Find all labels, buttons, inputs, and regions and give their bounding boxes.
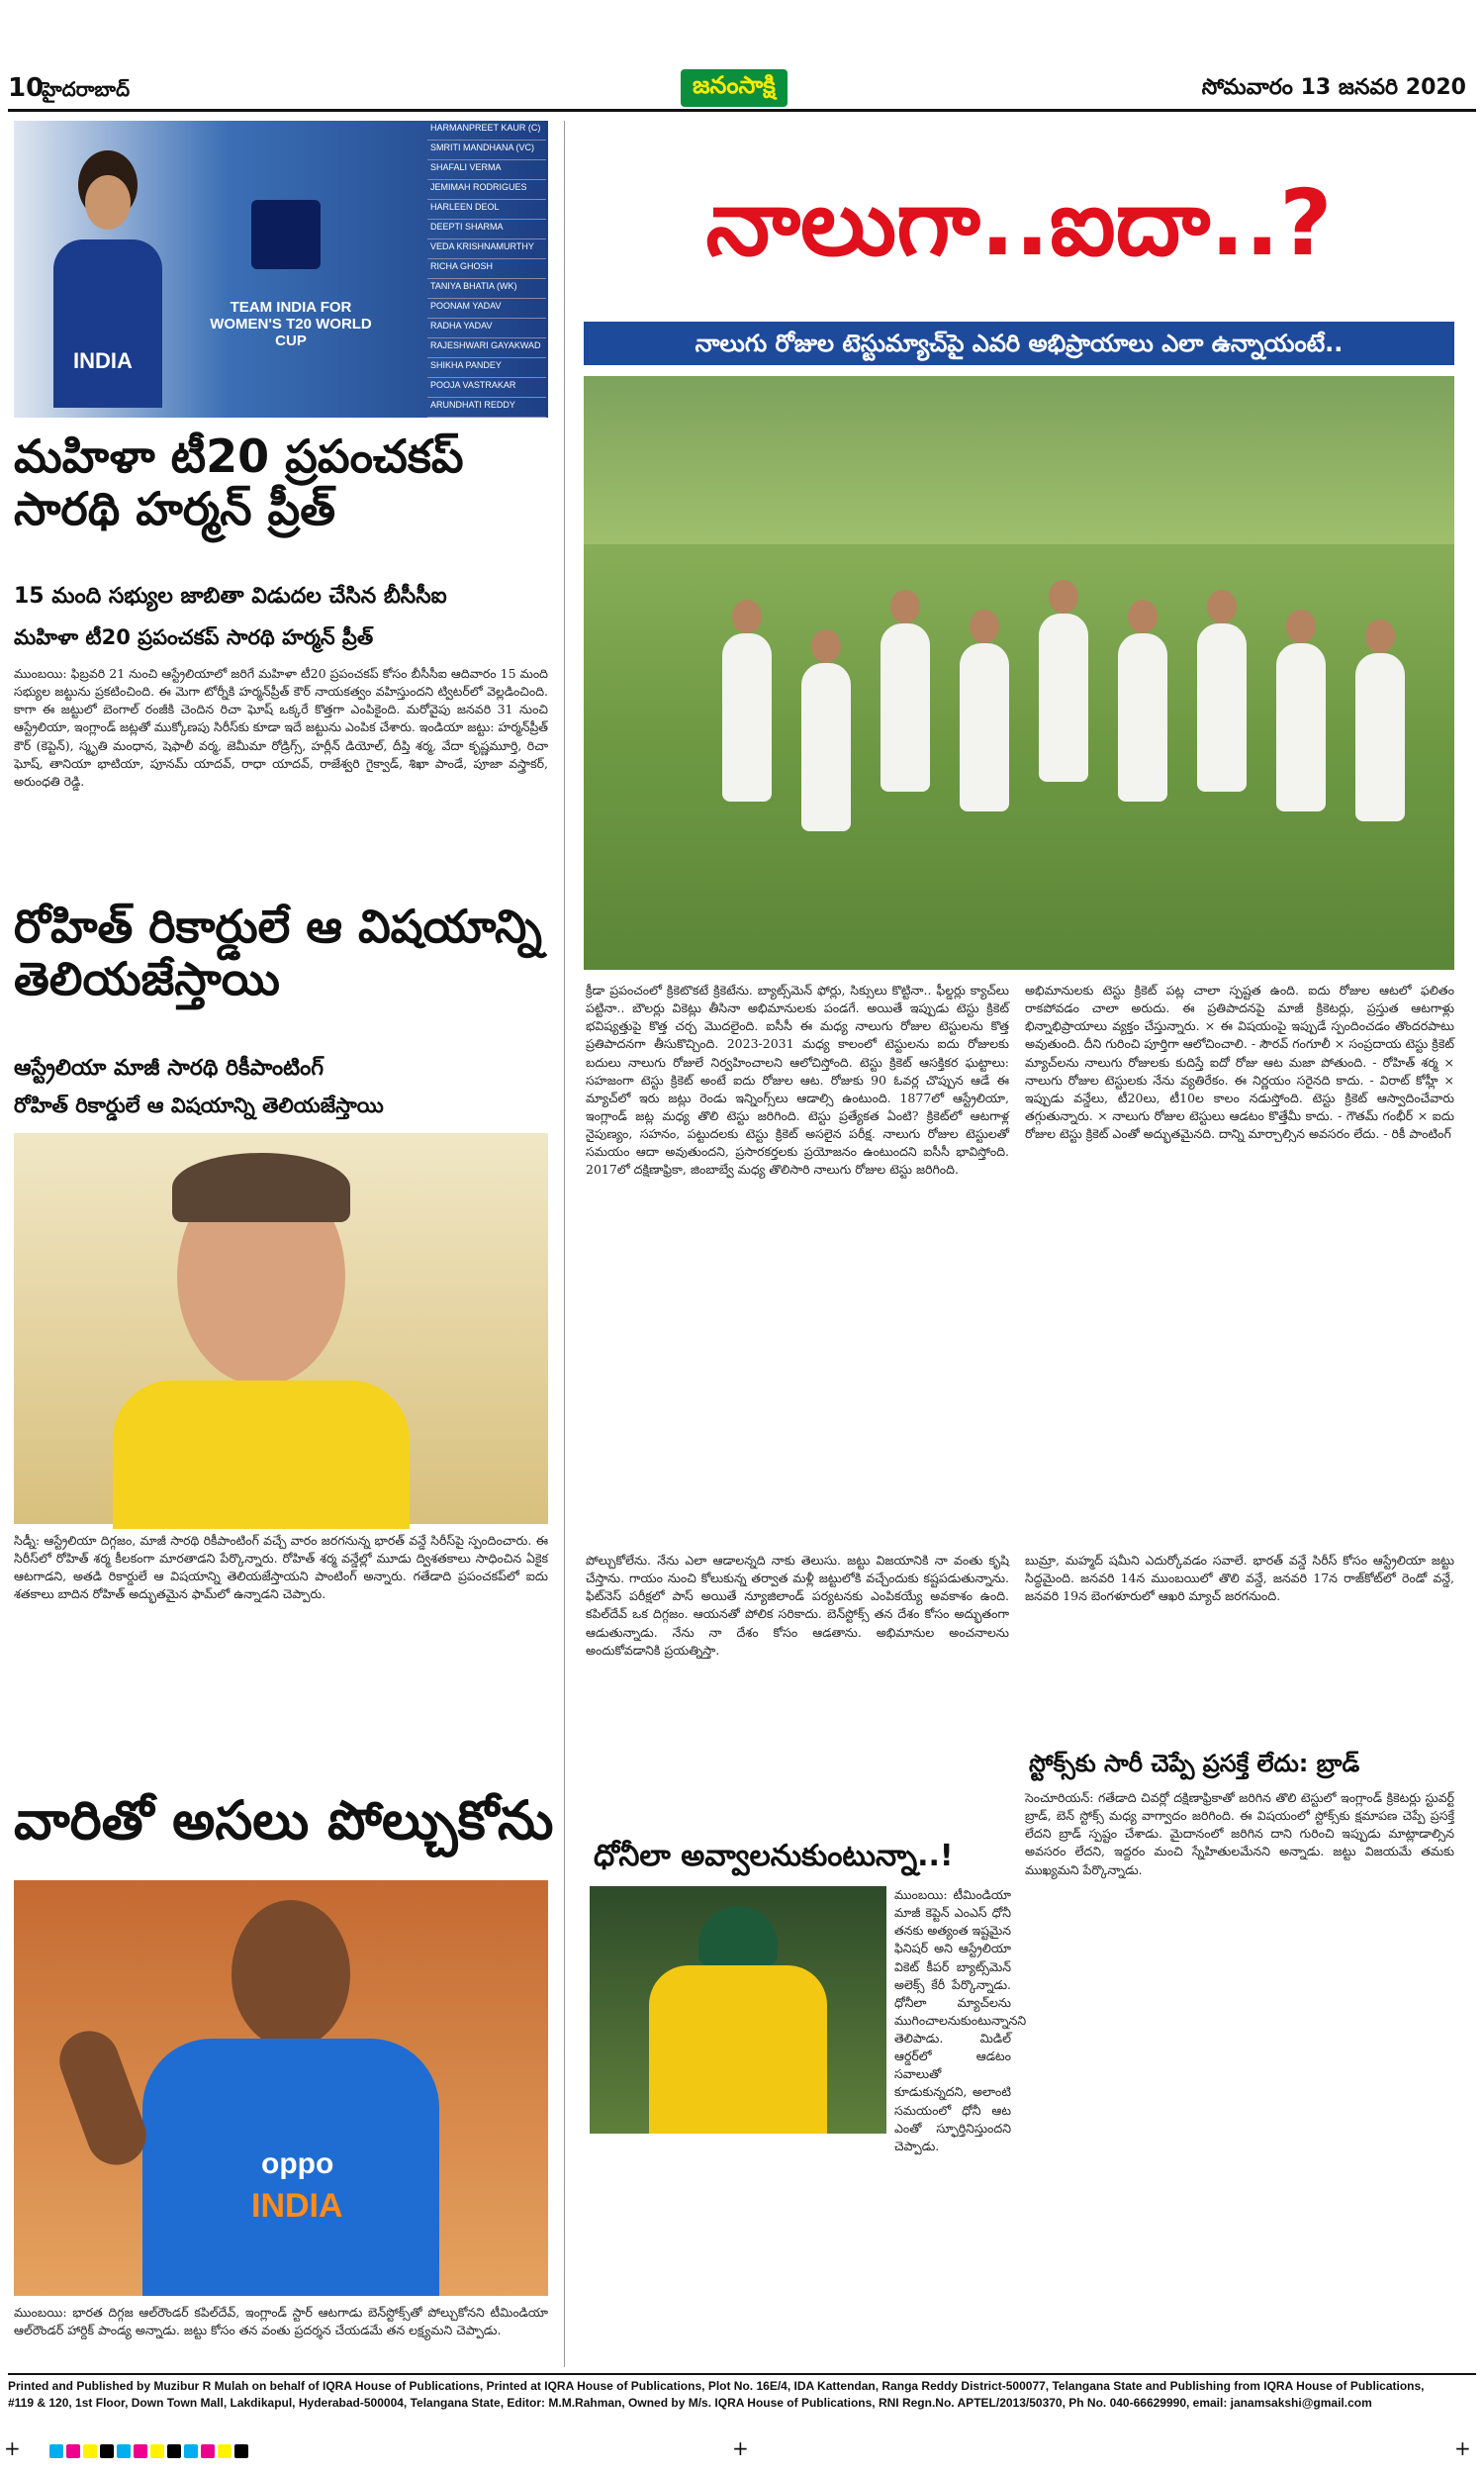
story5-headline: స్టోక్స్‌కు సారీ చెప్పే ప్రసక్తే లేదు: బ్రాడ్	[1029, 1750, 1360, 1777]
newspaper-logo: జనంసాక్షి	[681, 69, 788, 107]
masthead	[8, 69, 1476, 107]
india-team-celebration-photo	[584, 376, 1454, 970]
imprint	[8, 2378, 1476, 2412]
story2-body: సిడ్నీ: ఆస్ట్రేలియా దిగ్గజం, మాజీ సారథి రికీపాంటింగ్ వచ్చే వారం జరగనున్న భారత్ వన్డే సిరీస్‌పై స్పందించారు. ఈ సిరీస్‌లో రోహిత్ శర్మ కీలకంగా మారతాడని పేర్కొన్నారు. రోహిత్ శర్మ వన్డేల్లో మూడు ద్విశతకాలు సాధించిన ఏకైక ఆటగాడని, అతడి రికార్డులే ఆ విషయాన్ని తెలియజేస్తాయని పాంటింగ్ అన్నారు. గతేడాది ప్రపంచకప్‌లో ఐదు శతకాలు బాదిన రోహిత్ అద్భుతమైన ఫామ్‌లో ఉన్నాడని చెప్పారు.	[14, 1533, 548, 1602]
story1-kicker: మహిళా టీ20 ప్రపంచకప్ సారథి హర్మన్ ప్రీత్	[14, 625, 374, 649]
imprint-line-1: Printed and Published by Muzibur R Mulah on behalf of IQRA House of Publications, Printed at IQRA House of Publications, Plot No. 16E/4, IDA Kattendan, Ranga Reddy District-500077, Telangana State and Publishing from IQRA House of Publications,	[8, 2379, 1425, 2393]
graphic-caption: TEAM INDIA FOR WOMEN'S T20 WORLD CUP	[210, 299, 372, 349]
squad-member: DEEPTI SHARMA	[427, 220, 546, 239]
t20-world-cup-logo	[251, 200, 321, 269]
squad-list	[427, 121, 546, 418]
registration-mark-icon: +	[4, 2436, 21, 2460]
jersey-text: INDIA	[251, 2187, 343, 2225]
alex-carey-photo	[590, 1886, 886, 2134]
story5-body: సెంచూరియన్: గతేడాది చివర్లో దక్షిణాఫ్రికాతో జరిగిన తొలి టెస్టులో ఇంగ్లాండ్ క్రికెటర్లు స్టువర్ట్ బ్రాడ్, బెన్ స్టోక్స్ మధ్య వాగ్వాదం జరిగింది. ఈ విషయంలో స్టోక్స్‌కు క్షమాపణ చెప్పే ప్రసక్తే లేదని బ్రాడ్ స్పష్టం చేశాడు. మైదానంలో జరిగిన దాని గురించి ఇప్పుడు మాట్లాడాల్సిన అవసరం లేదని, ఇద్దరం మంచి స్నేహితులమేనని అన్నాడు. జట్టు విజయమే తమకు ముఖ్యమని పేర్కొన్నాడు.	[1025, 1790, 1454, 1877]
squad-member: JEMIMAH RODRIGUES	[427, 180, 546, 200]
ricky-ponting-photo	[14, 1133, 548, 1524]
squad-member: RAJESHWARI GAYAKWAD	[427, 338, 546, 358]
story1-body: ముంబయి: ఫిబ్రవరి 21 నుంచి ఆస్ట్రేలియాలో జరిగే మహిళా టీ20 ప్రపంచకప్ కోసం బీసీసీఐ ఆదివారం 15 మంది సభ్యుల జట్టును ప్రకటించింది. ఈ మెగా టోర్నీకి హర్మన్‌ప్రీత్ కౌర్ నాయకత్వం వహిస్తుందని ట్విటర్‌లో వెల్లడించింది. కాగా ఈ జట్టులో బెంగాల్ రంజీకి చెందిన రిచా ఘోష్ ఒక్కరే కొత్తగా ఎంపికైంది. మరోవైపు జనవరి 31 నుంచి ఆస్ట్రేలియా, ఇంగ్లాండ్ జట్లతో ముక్కోణపు సిరీస్‌కు కూడా ఇదే జట్టును ఎంపిక చేశారు. ఇండియా జట్టు: హర్మన్‌ప్రీత్ కౌర్ (కెప్టెన్), స్మృతి మంధాన, షెఫాలీ వర్మ, జెమీమా రోడ్రిగ్స్, హర్లీన్ డియోల్, దీప్తి శర్మ, వేదా కృష్ణమూర్తి, రిచా ఘోష్, తానియా భాటియా, పూనమ్ యాదవ్, రాధా యాదవ్, రాజేశ్వరి గైక్వాడ్, శిఖా పాండే, పూజా వస్త్రాకర్, అరుంధతి రెడ్డి.	[14, 666, 548, 789]
story2-subhead: ఆస్ట్రేలియా మాజీ సారథి రికీపాంటింగ్	[14, 1056, 325, 1081]
story3-body: ముంబయి: భారత దిగ్గజ ఆల్‌రౌండర్ కపిల్‌దేవ్, ఇంగ్లాండ్ స్టార్ ఆటగాడు బెన్‌స్టోక్స్‌తో పోల్చుకోనని టీమిండియా ఆల్‌రౌండర్ హార్దిక్ పాండ్య అన్నాడు. జట్టు కోసం తన వంతు ప్రదర్శన చేయడమే తన లక్ష్యమని చెప్పాడు.	[14, 2305, 548, 2338]
story4-headline: ధోనీలా అవ్వాలనుకుంటున్నా..!	[594, 1839, 954, 1873]
squad-member: SHAFALI VERMA	[427, 160, 546, 180]
page-number: 10	[8, 73, 45, 103]
squad-member: TANIYA BHATIA (WK)	[427, 279, 546, 299]
lead-column-2: అభిమానులకు టెస్టు క్రికెట్ పట్ల చాలా స్పష్టత ఉంది. ఐదు రోజుల ఆటలో ఫలితం రాకపోవడం చాలా అరుదు. ఈ ప్రతిపాదనపై మాజీ క్రికెటర్లు, ప్రస్తుత ఆటగాళ్లు భిన్నాభిప్రాయాలు వ్యక్తం చేస్తున్నారు. × ఈ విషయంపై ఇప్పుడే స్పందించడం తొందరపాటు అవుతుంది. దీని గురించి పూర్తిగా ఆలోచించాలి. - సౌరవ్ గంగూలీ × సంప్రదాయ టెస్టు క్రికెట్ మ్యాచ్‌లను నాలుగు రోజులకు కుదిస్తే ఐదో రోజు ఆట మజా పోతుంది. - రోహిత్ శర్మ × నాలుగు రోజుల టెస్టులకు నేను వ్యతిరేకం. ఈ నిర్ణయం సరైనది కాదు. - విరాట్ కోహ్లీ × ఇప్పుడు వన్డేలు, టీ20లు, టీ10ల కాలం నడుస్తోంది. టెస్టు క్రికెట్ ఆస్వాదించేవారు తగ్గుతున్నారు. × నాలుగు రోజుల టెస్టులు ఆడటం కొత్తేమీ కాదు. - గౌతమ్ గంభీర్ × ఐదు రోజుల టెస్టు క్రికెట్ ఎంతో అద్భుతమైనది. దాన్ని మార్చాల్సిన అవసరం లేదు. - రికీ పాంటింగ్	[1025, 983, 1454, 1141]
squad-member: VEDA KRISHNAMURTHY	[427, 239, 546, 259]
hardik-pandya-photo	[14, 1880, 548, 2296]
squad-member: SHIKHA PANDEY	[427, 358, 546, 378]
lead-headline: నాలుగా..ఐదా..?	[705, 170, 1333, 276]
story1-headline: మహిళా టీ20 ప్రపంచకప్ సారథి హర్మన్ ప్రీత్	[14, 429, 464, 535]
registration-mark-icon: +	[1454, 2436, 1471, 2460]
jersey-sponsor: oppo	[261, 2147, 334, 2180]
squad-member: RICHA GHOSH	[427, 259, 546, 279]
squad-member: HARMANPREET KAUR (C)	[427, 121, 546, 141]
lead-column-3: పోల్చుకోలేను. నేను ఎలా ఆడాలన్నది నాకు తెలుసు. జట్టు విజయానికి నా వంతు కృషి చేస్తాను. గాయం నుంచి కోలుకున్న తర్వాత మళ్లీ జట్టులోకి వచ్చేందుకు కష్టపడుతున్నాను. ఫిట్‌నెస్ పరీక్షలో పాస్ అయితే న్యూజిలాండ్ పర్యటనకు ఎంపికయ్యే అవకాశం ఉంది. కపిల్‌దేవ్ ఒక దిగ్గజం. ఆయనతో పోలిక సరికాదు. బెన్‌స్టోక్స్ తన దేశం కోసం అద్భుతంగా ఆడుతున్నాడు. నేను నా దేశం కోసం ఆడతాను. అభిమానుల అంచనాలను అందుకోవడానికి ప్రయత్నిస్తా.	[586, 1553, 1009, 1658]
squad-member: HARLEEN DEOL	[427, 200, 546, 220]
squad-member: SMRITI MANDHANA (VC)	[427, 141, 546, 160]
world-cup-team-graphic	[14, 121, 548, 418]
edition-city: హైదరాబాద్	[42, 77, 131, 101]
story4-body: ముంబయి: టీమిండియా మాజీ కెప్టెన్ ఎంఎస్ ధోనీ తనకు అత్యంత ఇష్టమైన ఫినిషర్ అని ఆస్ట్రేలియా వికెట్ కీపర్ బ్యాట్స్‌మెన్ అలెక్స్ కేరీ పేర్కొన్నాడు. ధోనీలా మ్యాచ్‌లను ముగించాలనుకుంటున్నానని తెలిపాడు. మిడిల్ ఆర్డర్‌లో ఆడటం సవాలుతో కూడుకున్నదని, అలాంటి సమయంలో ధోనీ ఆట ఎంతో స్ఫూర్తినిస్తుందని చెప్పాడు.	[894, 1887, 1027, 2153]
jersey-text: INDIA	[73, 348, 133, 373]
footer-rule	[8, 2373, 1476, 2375]
squad-member: RADHA YADAV	[427, 319, 546, 338]
story1-subhead: 15 మంది సభ్యుల జాబితా విడుదల చేసిన బీసీసీఐ	[14, 584, 447, 609]
squad-member: POONAM YADAV	[427, 299, 546, 319]
lead-strap: నాలుగు రోజుల టెస్టుమ్యాచ్‌పై ఎవరి అభిప్రాయాలు ఎలా ఉన్నాయంటే..	[584, 322, 1454, 365]
story3-headline: వారితో అసలు పోల్చుకోను	[14, 1789, 554, 1852]
imprint-line-2: #119 & 120, 1st Floor, Down Town Mall, Lakdikapul, Hyderabad-500004, Telangana State, Editor: M.M.Rahman, Owned by M/s. IQRA House of Publications, RNI Regn.No. APTEL/2013/50370, Ph No. 040-66629990, email: janamsakshi@gmail.com	[8, 2395, 1372, 2410]
issue-date: సోమవారం 13 జనవరి 2020	[1201, 75, 1466, 100]
squad-member: ARUNDHATI REDDY	[427, 398, 546, 418]
masthead-rule	[8, 109, 1476, 112]
story2-headline: రోహిత్ రికార్డులే ఆ విషయాన్ని తెలియజేస్తాయి	[14, 900, 542, 1005]
lead-column-1: క్రీడా ప్రపంచంలో క్రికెటొకటే క్రికెటేను. బ్యాట్స్‌మెన్ ఫోర్లు, సిక్సులు కొట్టినా.. ఫీల్డర్లు క్యాచ్‌లు పట్టినా.. బౌలర్లు వికెట్లు తీసినా అభిమానులకు పండగే. అయితే ఇప్పుడు టెస్టు క్రికెట్ భవిష్యత్తుపై కొత్త చర్చ మొదలైంది. ఐసీసీ ఈ మధ్య నాలుగు రోజుల టెస్టులను కొత్త ప్రతిపాదనగా తీసుకొచ్చింది. 2023-2031 మధ్య కాలంలో టెస్టులను ఐదు రోజులకు బదులు నాలుగు రోజులే నిర్వహించాలని ఆలోచిస్తోంది. టెస్టు క్రికెట్ ఆసక్తికర ఘట్టాలు: సహజంగా టెస్టు క్రికెట్ అంటే ఐదు రోజుల ఆట. రోజుకు 90 ఓవర్ల చొప్పున ఆడే ఈ మ్యాచ్‌లో ఇరు జట్లు రెండు ఇన్నింగ్స్‌లు ఆడాల్సి ఉంటుంది. 1877లో ఆస్ట్రేలియా, ఇంగ్లాండ్ జట్ల మధ్య తొలి టెస్టు జరిగింది. టెస్టు ప్రత్యేకత ఏంటి? క్రికెట్‌లో ఆటగాళ్ల నైపుణ్యం, సహనం, పట్టుదలకు టెస్టు క్రికెట్ అసలైన పరీక్ష. నాలుగు రోజుల టెస్టులతో సమయం ఆదా అవుతుందని, ప్రసారకర్తలకు ప్రయోజనం ఉంటుందని ఐసీసీ భావిస్తోంది. 2017లో దక్షిణాఫ్రికా, జింబాబ్వే మధ్య తొలిసారి నాలుగు రోజుల టెస్టు జరిగింది.	[586, 983, 1009, 1178]
registration-mark-icon: +	[732, 2436, 749, 2460]
print-color-bar	[49, 2444, 248, 2458]
lead-column-4: బుమ్రా, మహ్మద్ షమీని ఎదుర్కోవడం సవాలే. భారత్ వన్డే సిరీస్ కోసం ఆస్ట్రేలియా జట్టు సిద్ధమైంది. జనవరి 14న ముంబయిలో తొలి వన్డే, జనవరి 17న రాజ్‌కోట్‌లో రెండో వన్డే, జనవరి 19న బెంగళూరులో ఆఖరి మ్యాచ్ జరగనుంది.	[1025, 1553, 1454, 1604]
story2-kicker: రోహిత్ రికార్డులే ఆ విషయాన్ని తెలియజేస్తాయి	[14, 1094, 384, 1117]
squad-member: POOJA VASTRAKAR	[427, 378, 546, 398]
